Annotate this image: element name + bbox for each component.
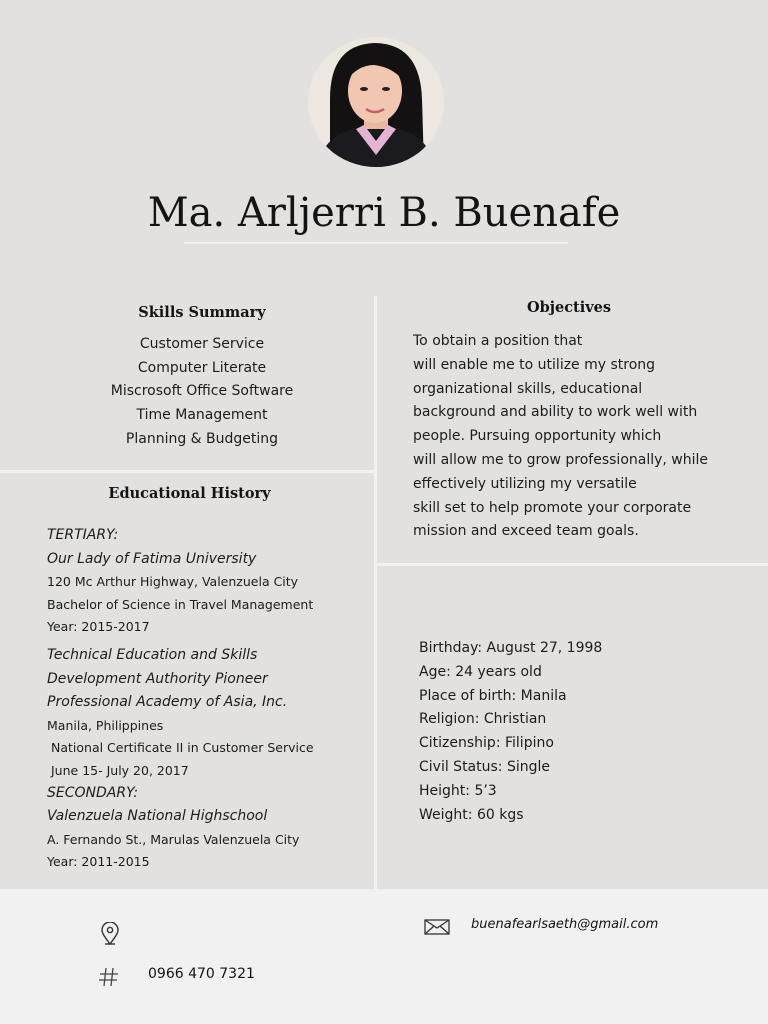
right-section-divider xyxy=(377,563,768,566)
tertiary-year: Year: 2015-2017 xyxy=(47,618,150,634)
phone-number: 0966 470 7321 xyxy=(148,966,255,982)
educational-history-list xyxy=(47,524,367,874)
skills-list xyxy=(30,333,374,452)
hash-icon xyxy=(98,966,120,992)
candidate-name: Ma. Arljerri B. Buenafe xyxy=(147,190,621,236)
skill-item: Computer Literate xyxy=(137,359,267,376)
tesda-dates: June 15- July 20, 2017 xyxy=(51,762,189,778)
profile-photo xyxy=(308,37,444,167)
skill-item: Planning & Budgeting xyxy=(125,430,279,447)
objective-line: To obtain a position that xyxy=(413,333,583,349)
educational-history-title: Educational History xyxy=(108,485,271,502)
tesda-name-line: Technical Education and Skills xyxy=(47,647,258,664)
secondary-address: A. Fernando St., Marulas Valenzuela City xyxy=(47,832,300,848)
personal-info-item: Place of birth: Manila xyxy=(419,687,567,704)
objective-line: people. Pursuing opportunity which xyxy=(413,428,662,445)
tesda-certificate: National Certificate II in Customer Service xyxy=(51,740,314,756)
tesda-name-line: Development Authority Pioneer xyxy=(47,670,268,687)
skill-item: Miscrosoft Office Software xyxy=(110,383,294,400)
personal-info-item: Age: 24 years old xyxy=(419,663,542,680)
column-divider xyxy=(374,296,377,890)
secondary-label: SECONDARY: xyxy=(47,784,139,801)
skill-item: Customer Service xyxy=(139,336,265,352)
left-section-divider xyxy=(0,470,374,473)
objective-line: mission and exceed team goals. xyxy=(413,523,639,540)
tesda-address: Manila, Philippines xyxy=(47,718,164,734)
objectives-paragraph xyxy=(413,330,758,544)
personal-info-item: Civil Status: Single xyxy=(419,758,550,775)
name-underline-divider xyxy=(184,242,568,244)
personal-info-item: Citizenship: Filipino xyxy=(419,735,554,752)
skill-item: Time Management xyxy=(136,407,268,424)
secondary-year: Year: 2011-2015 xyxy=(47,854,150,870)
tertiary-school: Our Lady of Fatima University xyxy=(47,550,257,567)
email-link[interactable]: buenafearlsaeth@gmail.com xyxy=(471,917,659,932)
personal-info-item: Weight: 60 kgs xyxy=(419,806,524,823)
personal-info-item: Religion: Christian xyxy=(419,711,547,728)
envelope-icon xyxy=(424,919,450,939)
secondary-school: Valenzuela National Highschool xyxy=(47,808,268,825)
contact-footer xyxy=(0,889,768,1024)
objective-line: background and ability to work well with xyxy=(413,404,698,421)
tesda-name-line: Professional Academy of Asia, Inc. xyxy=(47,694,288,711)
objective-line: skill set to help promote your corporate xyxy=(413,499,692,516)
objective-line: will enable me to utilize my strong xyxy=(413,356,656,373)
tertiary-label: TERTIARY: xyxy=(47,527,119,543)
skills-summary-title: Skills Summary xyxy=(138,304,266,321)
objective-line: will allow me to grow professionally, while xyxy=(413,451,709,468)
personal-info-list xyxy=(419,637,602,827)
personal-info-item: Height: 5’3 xyxy=(419,782,497,799)
objective-line: effectively utilizing my versatile xyxy=(413,475,637,492)
personal-info-item: Birthday: August 27, 1998 xyxy=(419,640,603,656)
location-pin-icon xyxy=(100,922,120,950)
profile-photo-image xyxy=(308,37,444,167)
tertiary-address: 120 Mc Arthur Highway, Valenzuela City xyxy=(47,574,299,590)
tertiary-degree: Bachelor of Science in Travel Management xyxy=(47,596,314,612)
objective-line: organizational skills, educational xyxy=(413,380,643,397)
objectives-title: Objectives xyxy=(526,299,612,316)
